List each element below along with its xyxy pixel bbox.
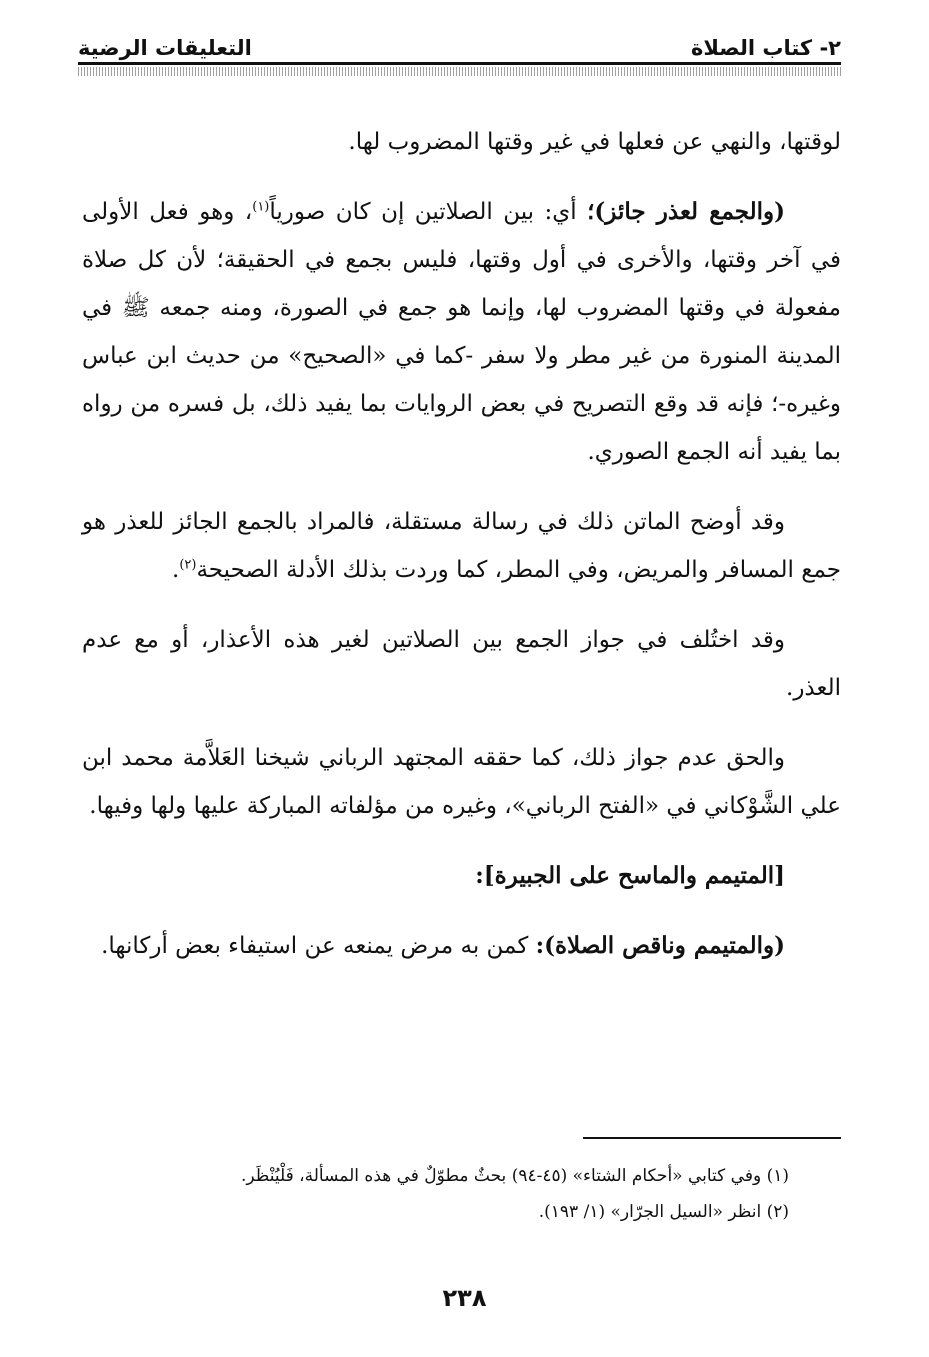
body-text — [82, 118, 841, 992]
footnote-ref-1[interactable]: (١) — [252, 199, 270, 215]
page-number: ٢٣٨ — [442, 1284, 487, 1312]
paragraph-text-continued: ، وهو فعل الأولى في آخر وقتها، والأخرى في أول وقتها، فليس بجمع في الحقيقة؛ لأن كل صلاة مفعولة في وقتها المضروب لها، وإنما هو جمع في الصورة، ومنه جمعه ﷺ في المدينة المنورة من غير مطر ولا سفر -كما في «الصحيح» من حديث ابن عباس وغيره-؛ فإنه قد وقع التصريح في بعض الروايات بما يفيد ذلك، بل فسره من رواه بما يفيد أنه الجمع الصوري. — [82, 199, 841, 465]
matn-quote: (والجمع لعذر جائز)؛ — [587, 198, 785, 225]
paragraph-text: والحق عدم جواز ذلك، كما حققه المجتهد الرباني شيخنا العَلاَّمة محمد ابن علي الشَّوْكاني في «الفتح الرباني»، وغيره من مؤلفاته المباركة عليها ولها وفيها. — [82, 745, 841, 819]
footnote-separator — [583, 1137, 841, 1139]
paragraph-1 — [82, 118, 841, 166]
paragraph-text: لوقتها، والنهي عن فعلها في غير وقتها المضروب لها. — [348, 129, 841, 155]
footnotes — [82, 1158, 789, 1230]
running-header — [78, 28, 841, 60]
paragraph-text: وقد اختُلف في جواز الجمع بين الصلاتين لغير هذه الأعذار، أو مع عدم العذر. — [82, 627, 841, 701]
paragraph-text: أي: بين الصلاتين إن كان صورياً — [269, 199, 588, 225]
paragraph-5 — [82, 734, 841, 830]
header-book-title: التعليقات الرضية — [78, 36, 252, 60]
section-heading-text: [المتيمم والماسح على الجبيرة]: — [475, 862, 785, 889]
paragraph-3 — [82, 498, 841, 594]
paragraph-4 — [82, 616, 841, 712]
paragraph-2 — [82, 188, 841, 476]
footnote-2: (٢) انظر «السيل الجرّار» (١/ ١٩٣). — [538, 1202, 789, 1222]
header-rule — [78, 62, 841, 65]
header-chapter-title: ٢- كتاب الصلاة — [690, 36, 841, 60]
paragraph-text: وقد أوضح الماتن ذلك في رسالة مستقلة، فالمراد بالجمع الجائز للعذر هو جمع المسافر والمريض، وفي المطر، كما وردت بذلك الأدلة الصحيحة — [82, 509, 841, 583]
header-hatched-rule — [78, 67, 841, 76]
footnote-1: (١) وفي كتابي «أحكام الشتاء» (٤٥-٩٤) بحثٌ مطوّلٌ في هذه المسألة، فَلْيُنْظَر. — [241, 1166, 789, 1186]
section-heading — [82, 852, 841, 900]
paragraph-text: كمن به مرض يمنعه عن استيفاء بعض أركانها. — [101, 933, 536, 959]
paragraph-6 — [82, 922, 841, 970]
footnote-ref-2[interactable]: (٢) — [179, 557, 197, 573]
matn-quote: (والمتيمم وناقص الصلاة): — [535, 932, 785, 959]
paragraph-end: . — [172, 557, 180, 583]
